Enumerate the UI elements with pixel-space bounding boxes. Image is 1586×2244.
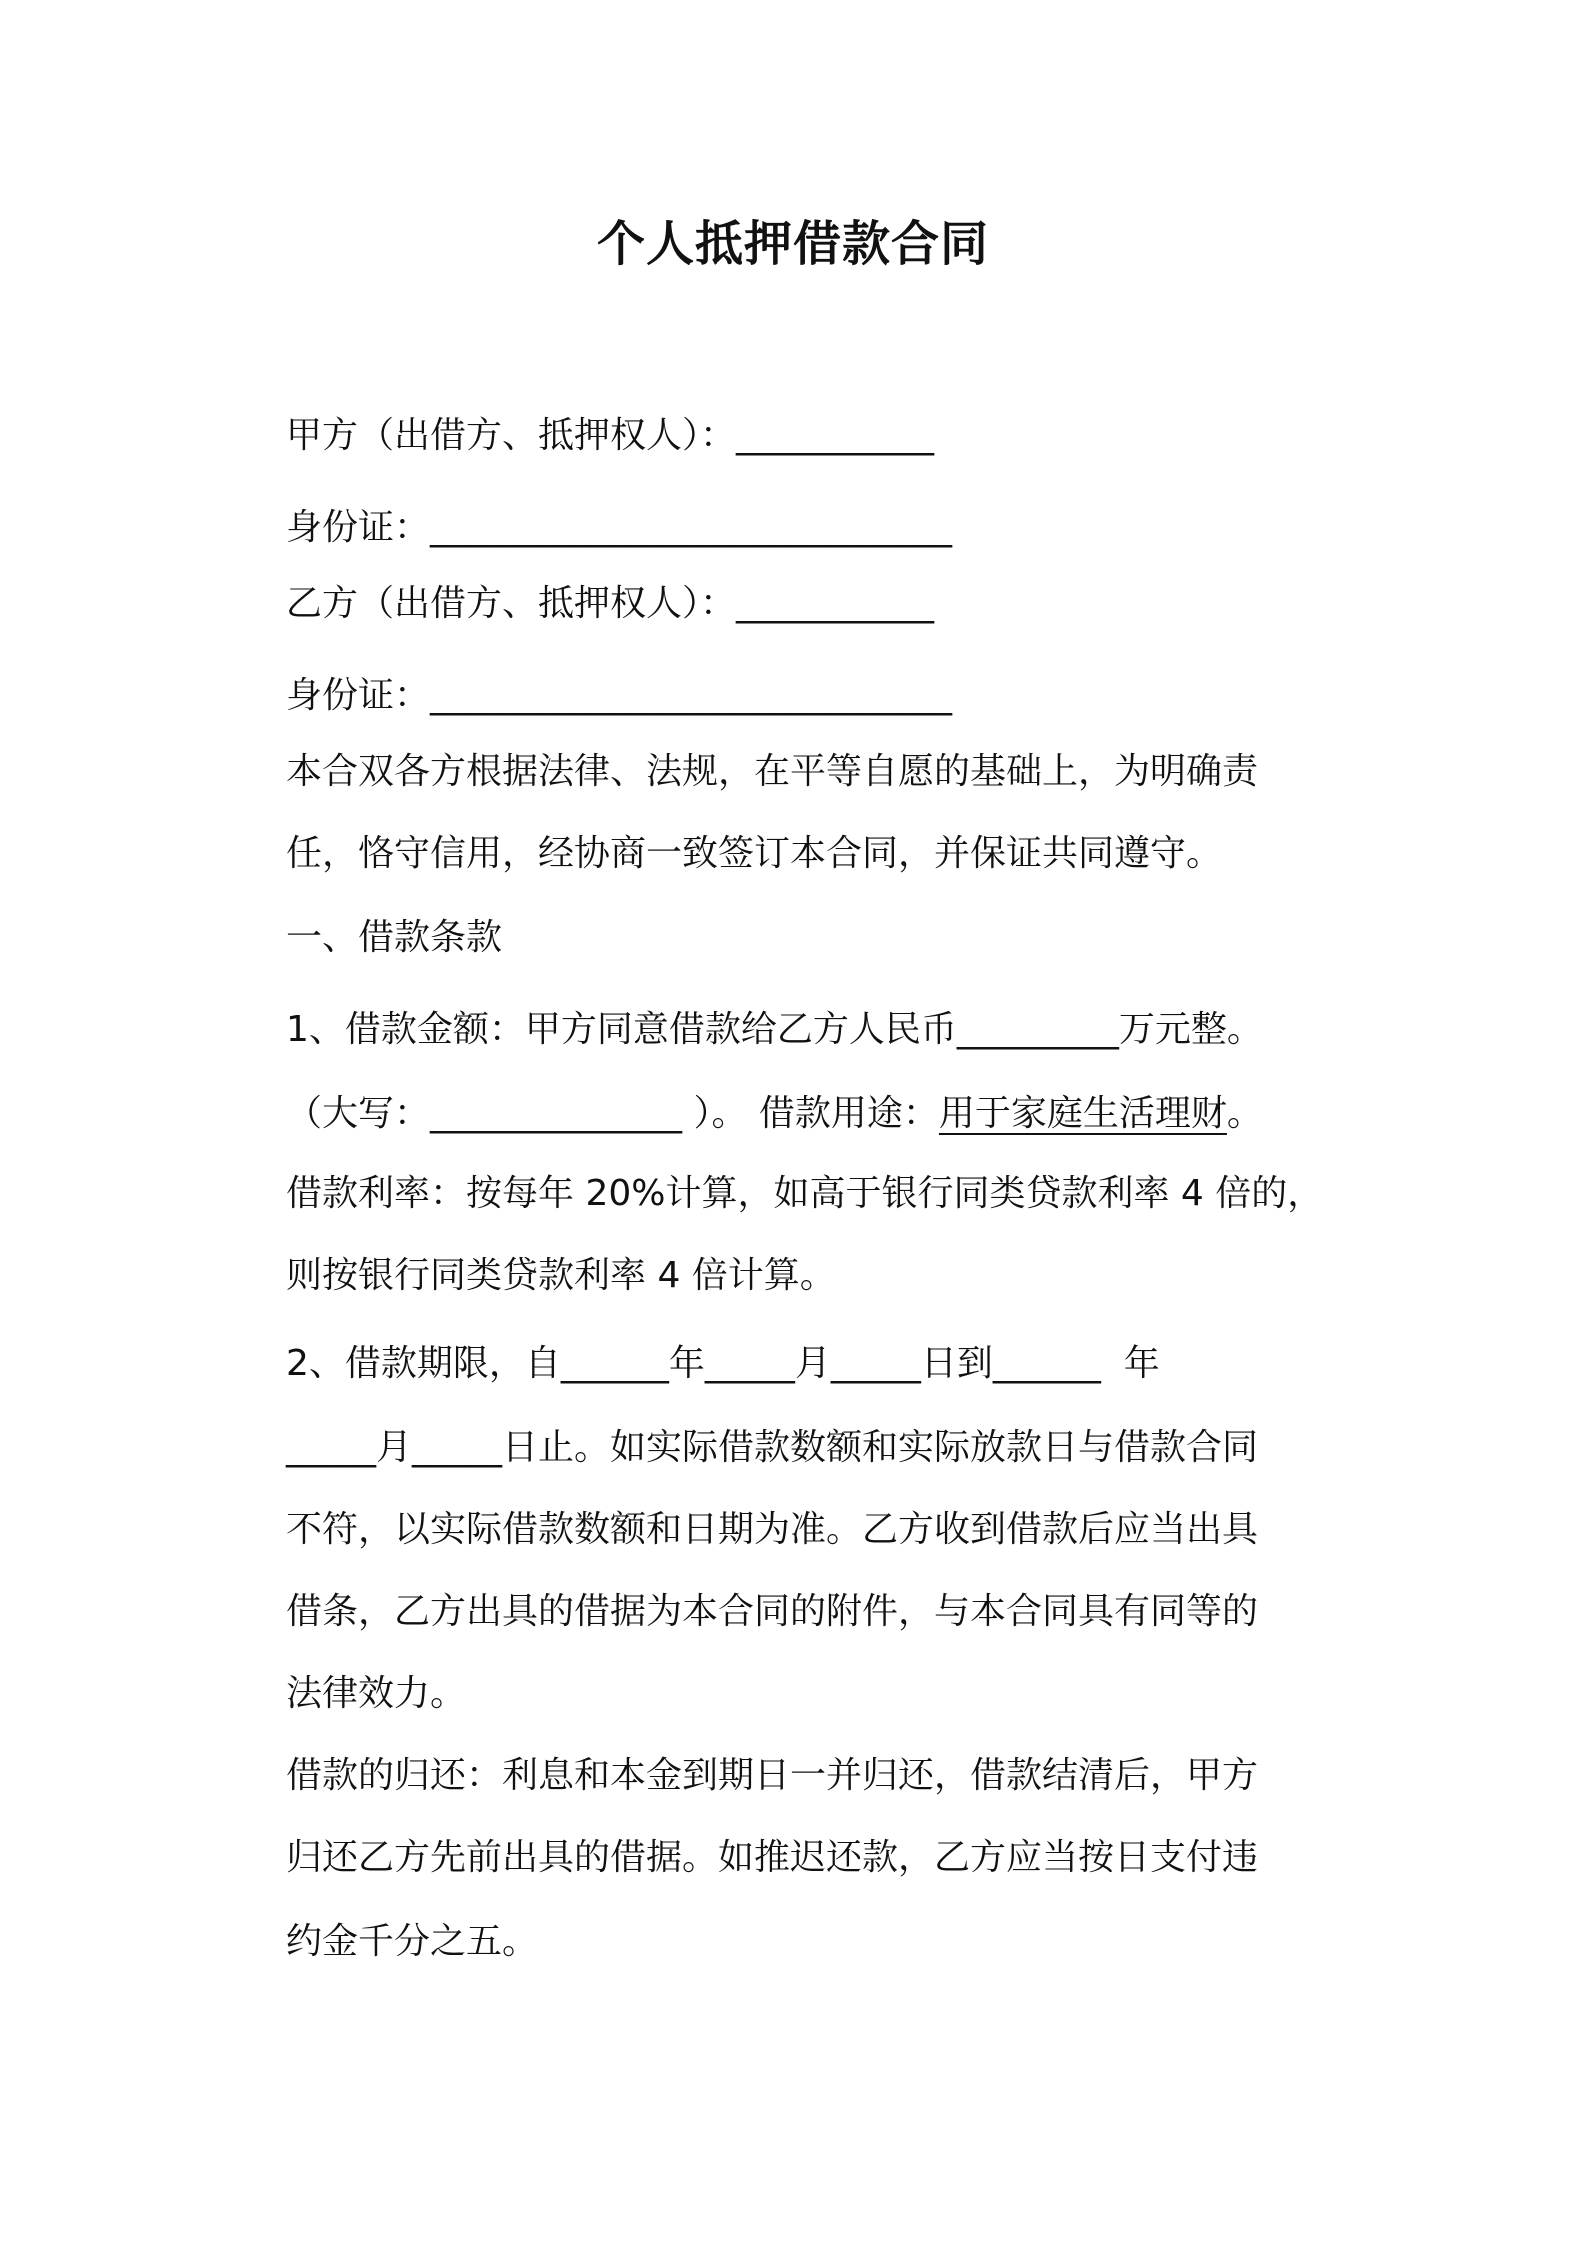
party-a-id-blank: _____________________________	[430, 507, 953, 548]
loan-amount-capital-text: （大写：______________ ）。 借款用途：	[286, 1093, 939, 1134]
intro-line-1: 本合双各方根据法律、法规，在平等自愿的基础上，为明确责	[286, 751, 1259, 792]
loan-term-line-2: _____月_____日止。如实际借款数额和实际放款日与借款合同	[286, 1427, 1259, 1468]
party-b-label: 乙方（出借方、抵押权人）：	[286, 583, 737, 624]
intro-line-2: 任，恪守信用，经协商一致签订本合同，并保证共同遵守。	[286, 833, 1223, 874]
loan-purpose-value: 用于家庭生活理财	[938, 1093, 1227, 1134]
party-a-line	[286, 412, 934, 460]
repayment-line-3: 约金千分之五。	[286, 1921, 539, 1962]
party-a-id-label: 身份证：	[286, 507, 431, 548]
loan-term-line-1: 2、借款期限，自______年_____月_____日到______ 年	[286, 1343, 1160, 1384]
interest-rate-line-2: 则按银行同类贷款利率 4 倍计算。	[286, 1255, 836, 1296]
party-b-id-line	[286, 672, 952, 720]
interest-rate-line-1: 借款利率：按每年 20%计算，如高于银行同类贷款利率 4 倍的，	[286, 1173, 1324, 1214]
party-b-id-label: 身份证：	[286, 675, 431, 716]
repayment-line-1: 借款的归还：利息和本金到期日一并归还，借款结清后，甲方	[286, 1755, 1259, 1796]
loan-term-line-4: 借条，乙方出具的借据为本合同的附件，与本合同具有同等的	[286, 1591, 1259, 1632]
loan-term-line-3: 不符，以实际借款数额和日期为准。乙方收到借款后应当出具	[286, 1509, 1259, 1550]
party-a-id-line	[286, 504, 952, 552]
loan-amount-line-1: 1、借款金额：甲方同意借款给乙方人民币_________万元整。	[286, 1009, 1263, 1050]
loan-term-line-5: 法律效力。	[286, 1673, 467, 1714]
party-b-line	[286, 580, 934, 628]
party-b-id-blank: _____________________________	[430, 675, 953, 716]
document-title: 个人抵押借款合同	[596, 216, 989, 272]
party-a-label: 甲方（出借方、抵押权人）：	[286, 415, 737, 456]
party-b-blank: ___________	[736, 583, 935, 624]
repayment-line-2: 归还乙方先前出具的借据。如推迟还款，乙方应当按日支付违	[286, 1837, 1259, 1878]
loan-purpose-suffix: 。	[1226, 1093, 1263, 1134]
section-1-heading: 一、借款条款	[286, 917, 503, 958]
party-a-blank: ___________	[736, 415, 935, 456]
loan-amount-line-2	[286, 1090, 1263, 1138]
